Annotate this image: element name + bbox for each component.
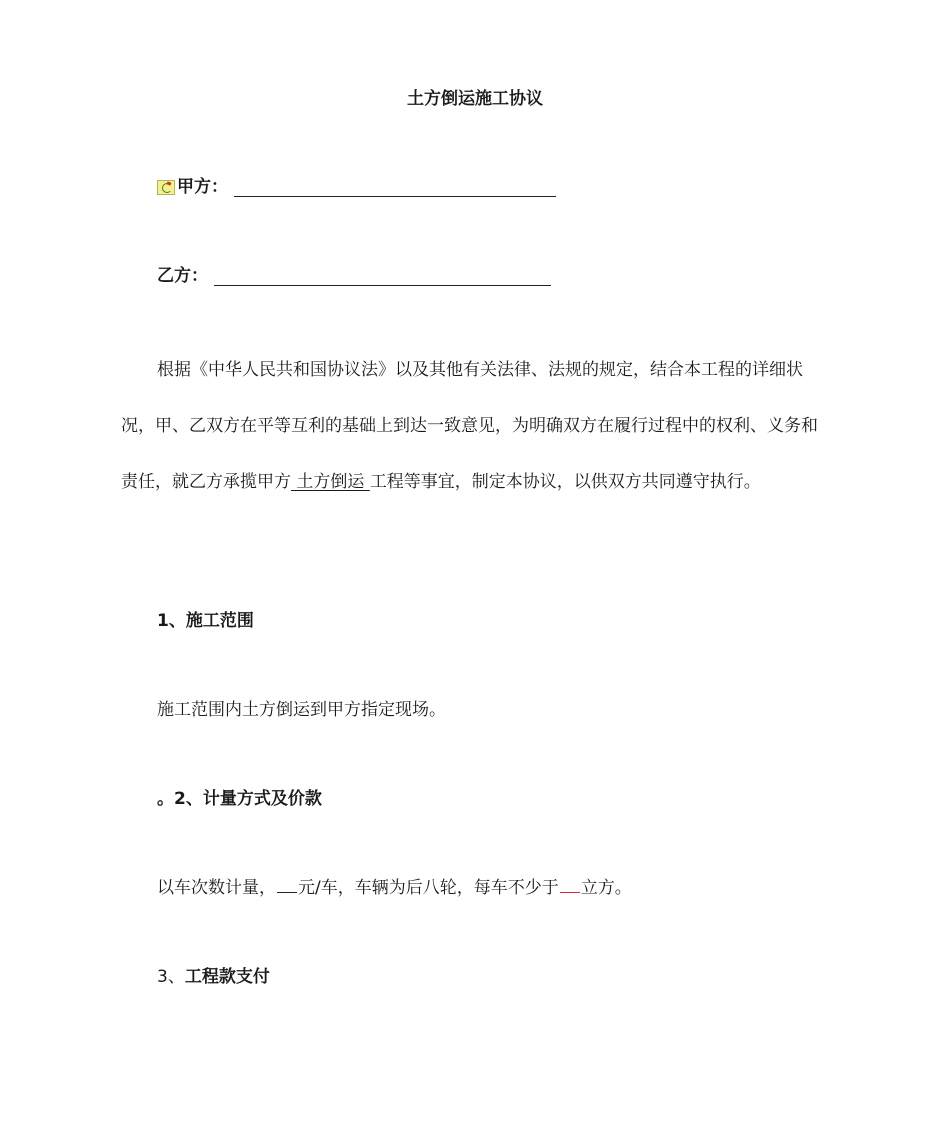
- anchor-icon[interactable]: [157, 180, 175, 195]
- party-b-label: 乙方：: [157, 266, 208, 286]
- party-a-row: [157, 172, 556, 197]
- document-title: 土方倒运施工协议: [407, 89, 543, 109]
- section-2-text-2: 元/车，车辆为后八轮，每车不少于: [298, 878, 559, 898]
- intro-text-after: 工程等事宜，制定本协议，以供双方共同遵守执行。: [369, 472, 761, 492]
- section-2-text-3: 立方。: [580, 878, 632, 898]
- price-blank: [277, 876, 297, 893]
- party-a-blank: [234, 176, 556, 197]
- party-a-label: 甲方：: [177, 177, 228, 197]
- section-3-number: 3、: [157, 967, 185, 987]
- intro-paragraph: [121, 342, 833, 510]
- section-2-heading: 。2、计量方式及价款: [157, 789, 322, 809]
- section-2-text-1: 以车次数计量，: [157, 878, 276, 898]
- party-b-row: [157, 261, 551, 286]
- intro-text-before: 根据《中华人民共和国协议法》以及其他有关法律、法规的规定，结合本工程的详细状况，甲、乙双方在平等互利的基础上到达一致意见，为明确双方在履行过程中的权利、义务和责任，就乙方承揽甲方: [121, 360, 818, 492]
- section-3-title: 工程款支付: [184, 967, 270, 987]
- project-name-underlined: 土方倒运: [291, 472, 370, 492]
- volume-blank: [560, 876, 580, 893]
- section-2-body: [157, 873, 632, 898]
- section-1-heading: 1、施工范围: [157, 611, 254, 631]
- section-1-body: 施工范围内土方倒运到甲方指定现场。: [157, 700, 446, 720]
- party-b-blank: [214, 265, 551, 286]
- section-3-heading: [157, 962, 270, 987]
